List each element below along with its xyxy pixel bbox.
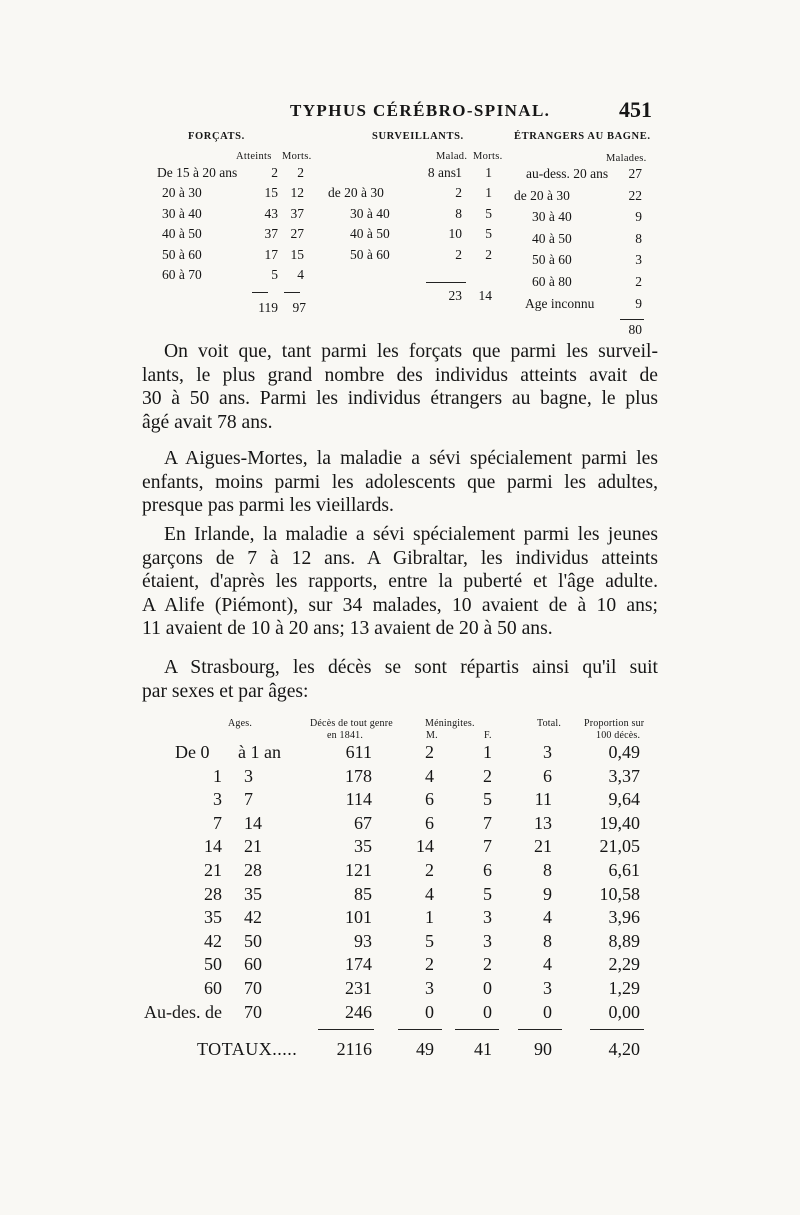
proportion-value: 0,49 xyxy=(608,742,640,762)
etrangers-row-malades: 3 xyxy=(635,252,642,268)
paragraph-4 xyxy=(142,656,658,703)
page-number: 451 xyxy=(619,97,652,122)
meningites-f-value: 2 xyxy=(483,954,492,975)
forcats-row-range: De 15 à 20 ans xyxy=(157,165,238,180)
meningites-m-value: 2 xyxy=(425,860,434,880)
forcats-row-morts: 2 xyxy=(297,165,304,180)
deces-value: 121 xyxy=(345,860,372,880)
surveillants-row-range: 8 ans xyxy=(427,165,456,180)
deces-value: 35 xyxy=(354,836,372,857)
deces-value: 178 xyxy=(345,765,372,786)
totals-deces: 2116 xyxy=(336,1039,372,1059)
proportion-value: 1,29 xyxy=(608,978,640,998)
age-to: 21 xyxy=(244,836,262,857)
proportion-value: 3,96 xyxy=(608,907,640,928)
forcats-total-rule-1 xyxy=(252,292,268,293)
etrangers-row-range: 60 à 80 xyxy=(532,274,572,289)
text-line: A Strasbourg, les décès se sont répartis ainsi qu'il suit xyxy=(164,657,658,678)
totals-proportion: 4,20 xyxy=(608,1039,640,1059)
text-line: On voit que, tant parmi les forçats que parmi les surveil- xyxy=(164,341,658,362)
forcats-row-morts: 27 xyxy=(290,226,304,242)
age-to: 70 xyxy=(244,978,262,998)
age-from: 50 xyxy=(204,954,222,975)
surveillants-row-malad: 2 xyxy=(455,246,462,262)
surveillants-total-rule xyxy=(426,282,466,283)
forcats-row-atteints: 37 xyxy=(264,226,278,242)
proportion-value: 19,40 xyxy=(599,812,640,833)
totals-rule-m xyxy=(398,1029,442,1030)
etrangers-row-malades: 9 xyxy=(635,295,642,311)
surveillants-total-morts: 14 xyxy=(478,288,492,303)
forcats-col-morts: Morts. xyxy=(282,151,312,162)
deces-value: 67 xyxy=(354,812,372,833)
surveillants-col-malad: Malad. xyxy=(436,151,468,162)
col-header-f: F. xyxy=(484,730,492,741)
col-header-proportion-base: 100 décès. xyxy=(596,730,641,741)
age-to: 28 xyxy=(244,860,262,880)
surveillants-row-morts: 5 xyxy=(485,205,492,221)
running-title: TYPHUS CÉRÉBRO-SPINAL. xyxy=(290,101,551,120)
meningites-m-value: 4 xyxy=(425,765,434,786)
meningites-m-value: 2 xyxy=(425,742,434,762)
col-header-proportion: Proportion sur xyxy=(584,718,645,729)
paragraph-3 xyxy=(142,523,658,641)
text-line: garçons de 7 à 12 ans. A Gibraltar, les individus atteints xyxy=(142,547,658,569)
forcats-row-morts: 15 xyxy=(290,246,304,262)
meningites-f-value: 3 xyxy=(483,907,492,928)
etrangers-total-rule xyxy=(620,319,644,320)
forcats-row-range: 30 à 40 xyxy=(162,205,202,221)
proportion-value: 8,89 xyxy=(608,930,640,951)
text-line: A Aigues-Mortes, la maladie a sévi spécialement parmi les xyxy=(164,448,658,469)
meningites-f-value: 1 xyxy=(483,742,492,762)
forcats-row-atteints: 43 xyxy=(264,205,278,221)
meningites-m-value: 2 xyxy=(425,954,434,975)
total-value: 8 xyxy=(543,860,552,880)
etrangers-row-malades: 2 xyxy=(635,274,642,289)
age-to: 50 xyxy=(244,930,262,951)
totals-f: 41 xyxy=(474,1039,492,1059)
age-from: 35 xyxy=(204,907,222,928)
paragraph-2 xyxy=(142,447,658,518)
totals-rule-prop xyxy=(590,1029,644,1030)
deces-value: 246 xyxy=(345,1001,372,1022)
surveillants-row-morts: 5 xyxy=(485,226,492,242)
surveillants-row-malad: 10 xyxy=(448,226,462,242)
age-from: 7 xyxy=(213,812,222,833)
age-from: 3 xyxy=(213,789,222,810)
forcats-row-range: 60 à 70 xyxy=(162,267,202,282)
total-value: 3 xyxy=(543,742,552,762)
deces-value: 85 xyxy=(354,883,372,904)
surveillants-row-malad: 1 xyxy=(455,165,462,180)
age-to: 7 xyxy=(244,789,253,810)
forcats-total-morts: 97 xyxy=(292,300,306,315)
deces-value: 93 xyxy=(354,930,372,951)
age-from: 42 xyxy=(204,930,222,951)
meningites-f-value: 7 xyxy=(483,836,492,857)
surveillants-title: SURVEILLANTS. xyxy=(372,131,464,142)
etrangers-title: ÉTRANGERS AU BAGNE. xyxy=(514,131,651,142)
deces-value: 611 xyxy=(345,742,372,762)
text-line: enfants, moins parmi les adolescents que parmi les adultes, xyxy=(142,471,658,493)
etrangers-row-malades: 9 xyxy=(635,209,642,225)
text-line: lants, le plus grand nombre des individus atteints avait de xyxy=(142,364,658,386)
text-line: A Alife (Piémont), sur 34 malades, 10 avaient de à 10 ans; xyxy=(142,594,658,616)
etrangers-row-range: Age inconnu xyxy=(525,295,595,311)
forcats-row-atteints: 2 xyxy=(271,165,278,180)
meningites-f-value: 6 xyxy=(483,860,492,880)
text-line: étaient, d'après les rapports, entre la puberté et l'âge adulte. xyxy=(142,571,658,593)
deces-value: 174 xyxy=(345,954,372,975)
paragraph-1 xyxy=(142,340,658,434)
surveillants-row-morts: 1 xyxy=(485,185,492,201)
text-line: En Irlande, la maladie a sévi spécialement parmi les jeunes xyxy=(164,524,658,545)
text-line: 11 avaient de 10 à 20 ans; 13 avaient de 20 à 50 ans. xyxy=(142,618,553,640)
col-header-total: Total. xyxy=(537,718,562,729)
age-to: 70 xyxy=(244,1001,262,1022)
forcats-row-morts: 12 xyxy=(290,185,304,201)
meningites-m-value: 5 xyxy=(425,930,434,951)
forcats-col-atteints: Atteints xyxy=(236,151,272,162)
meningites-f-value: 5 xyxy=(483,883,492,904)
age-from: Au-des. de xyxy=(144,1001,222,1022)
age-from: 21 xyxy=(204,860,222,880)
proportion-value: 6,61 xyxy=(608,860,640,880)
total-value: 0 xyxy=(543,1001,552,1022)
etrangers-row-malades: 8 xyxy=(635,230,642,246)
totals-rule-f xyxy=(455,1029,499,1030)
meningites-f-value: 7 xyxy=(483,812,492,833)
etrangers-row-range: au-dess. 20 ans xyxy=(526,166,609,181)
etrangers-total-malades: 80 xyxy=(628,322,642,337)
forcats-row-range: 40 à 50 xyxy=(162,226,202,242)
total-value: 8 xyxy=(543,930,552,951)
etrangers-row-malades: 22 xyxy=(628,187,642,203)
meningites-f-value: 2 xyxy=(483,765,492,786)
surveillants-col-morts: Morts. xyxy=(473,151,503,162)
proportion-value: 10,58 xyxy=(599,883,640,904)
totals-label: TOTAUX..... xyxy=(197,1039,298,1059)
age-from: 60 xyxy=(204,978,222,998)
col-header-m: M. xyxy=(426,730,438,741)
forcats-row-atteints: 15 xyxy=(264,185,278,201)
forcats-row-atteints: 5 xyxy=(271,267,278,282)
surveillants-row-range: 40 à 50 xyxy=(350,226,390,242)
total-value: 21 xyxy=(534,836,552,857)
totals-rule-deces xyxy=(318,1029,374,1030)
forcats-total-rule-2 xyxy=(284,292,300,293)
meningites-m-value: 6 xyxy=(425,789,434,810)
meningites-f-value: 3 xyxy=(483,930,492,951)
col-header-deces-year: en 1841. xyxy=(327,730,364,741)
proportion-value: 21,05 xyxy=(599,836,640,857)
totals-rule-total xyxy=(518,1029,562,1030)
forcats-title: FORÇATS. xyxy=(188,131,245,142)
forcats-total-atteints: 119 xyxy=(258,300,278,315)
forcats-row-range: 20 à 30 xyxy=(162,185,202,201)
etrangers-row-range: 40 à 50 xyxy=(532,230,572,246)
age-from: De 0 xyxy=(175,742,210,762)
age-to: 35 xyxy=(244,883,262,904)
deces-value: 101 xyxy=(345,907,372,928)
etrangers-row-range: de 20 à 30 xyxy=(514,187,570,203)
age-from: 1 xyxy=(213,765,222,786)
surveillants-row-malad: 2 xyxy=(455,185,462,201)
meningites-m-value: 6 xyxy=(425,812,434,833)
running-header xyxy=(150,97,660,127)
age-from: 14 xyxy=(204,836,222,857)
age-to: 60 xyxy=(244,954,262,975)
total-value: 9 xyxy=(543,883,552,904)
meningites-f-value: 0 xyxy=(483,1001,492,1022)
meningites-f-value: 0 xyxy=(483,978,492,998)
forcats-row-atteints: 17 xyxy=(264,246,278,262)
deces-value: 231 xyxy=(345,978,372,998)
etrangers-row-range: 30 à 40 xyxy=(532,209,572,225)
total-value: 4 xyxy=(543,907,552,928)
age-to: 3 xyxy=(244,765,253,786)
totals-m: 49 xyxy=(416,1039,434,1059)
surveillants-row-range: 30 à 40 xyxy=(350,205,390,221)
meningites-f-value: 5 xyxy=(483,789,492,810)
total-value: 4 xyxy=(543,954,552,975)
forcats-row-morts: 37 xyxy=(290,205,304,221)
text-line: âgé avait 78 ans. xyxy=(142,411,273,433)
meningites-m-value: 4 xyxy=(425,883,434,904)
proportion-value: 9,64 xyxy=(608,789,640,810)
text-line: par sexes et par âges: xyxy=(142,680,309,702)
col-header-deces: Décès de tout genre xyxy=(310,718,393,729)
age-to: 14 xyxy=(244,812,262,833)
total-value: 11 xyxy=(534,789,552,810)
meningites-m-value: 0 xyxy=(425,1001,434,1022)
age-from: 28 xyxy=(204,883,222,904)
meningites-m-value: 3 xyxy=(425,978,434,998)
text-line: presque pas parmi les vieillards. xyxy=(142,495,394,517)
col-header-ages: Ages. xyxy=(228,718,253,729)
proportion-value: 2,29 xyxy=(608,954,640,975)
totals-total: 90 xyxy=(534,1039,552,1059)
total-value: 13 xyxy=(534,812,552,833)
surveillants-row-range: de 20 à 30 xyxy=(328,185,384,201)
forcats-row-range: 50 à 60 xyxy=(162,246,202,262)
surveillants-total-malad: 23 xyxy=(448,288,462,303)
proportion-value: 0,00 xyxy=(608,1001,640,1022)
etrangers-row-range: 50 à 60 xyxy=(532,252,572,268)
total-value: 6 xyxy=(543,765,552,786)
age-to: à 1 an xyxy=(238,742,281,762)
surveillants-row-morts: 2 xyxy=(485,246,492,262)
col-header-meningites: Méningites. xyxy=(425,718,475,729)
surveillants-row-malad: 8 xyxy=(455,205,462,221)
age-to: 42 xyxy=(244,907,262,928)
meningites-m-value: 14 xyxy=(416,836,434,857)
forcats-row-morts: 4 xyxy=(297,267,304,282)
surveillants-row-range: 50 à 60 xyxy=(350,246,390,262)
surveillants-row-morts: 1 xyxy=(485,165,492,180)
proportion-value: 3,37 xyxy=(608,765,640,786)
meningites-m-value: 1 xyxy=(425,907,434,928)
deces-value: 114 xyxy=(345,789,372,810)
etrangers-row-malades: 27 xyxy=(628,166,642,181)
text-line: 30 à 50 ans. Parmi les individus étrangers au bagne, le plus xyxy=(142,388,658,410)
etrangers-col-malades: Malades. xyxy=(606,153,647,164)
total-value: 3 xyxy=(543,978,552,998)
